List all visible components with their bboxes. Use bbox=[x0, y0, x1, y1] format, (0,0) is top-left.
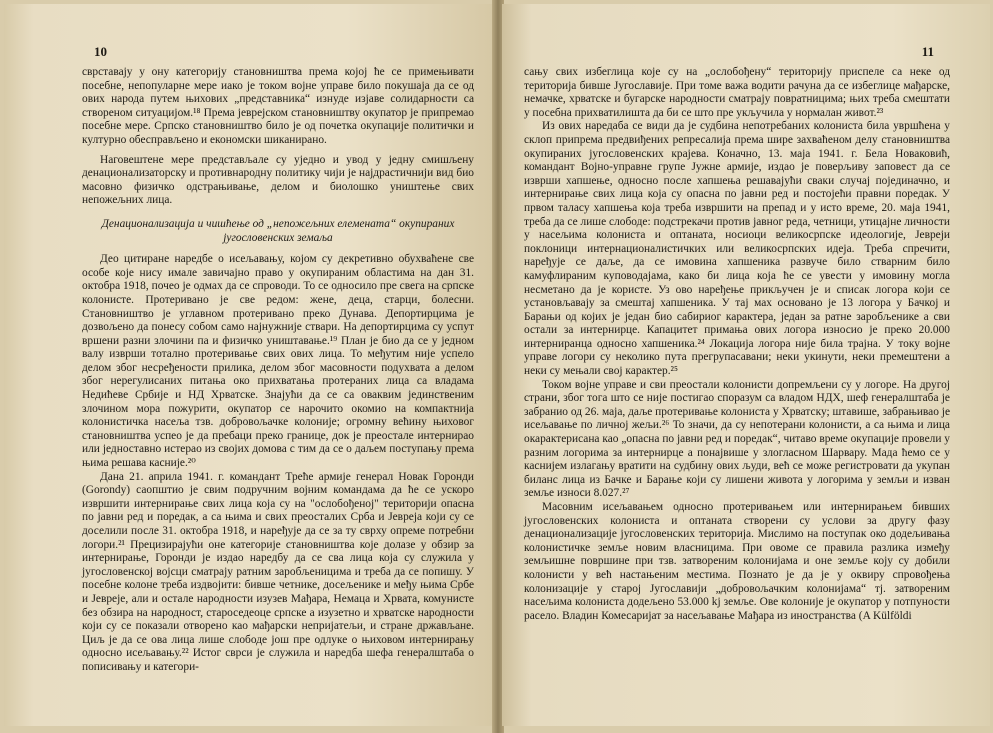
page-number-left: 10 bbox=[94, 44, 107, 59]
paragraph: Деo цитиране наредбе о исељавању, којом су декретивно обухваћене све особе које нису имале завичајно право у окупираним областима на дан 31. октобра 1918, почео је одмах да се спроводи. То се односило пре свега на српске колонисте. Протеривано је све редом: жене, деца, старци, болесни. Становништво је углавном протеривано преко Дунава. Депортирцима је дозвољено да понесу собом само најнужније ствари. На депортирцима су успут вршени разни злочини па и физичко уништавање.¹⁹ План је био да се у једном валу изврши тотално протеривање свих ових лица. То међутим није успело делом због несређености прилика, делом због масовности подухвата а делом због нерегулисаних питања око прихватања протераних лица са владама Недићеве Србије и НД Хрватске. Знајући да се са оваквим јединственим злочином мора пожурити, окупатор се нарочито окомио на компактнија колонистичка насеља тзв. добровољачке колоније; огромну већину њиховог становништва успео је да пребаци преко границе, док је преостале интернирао или једноставно истерао из својих домова с тим да се о даљем поступању према њима решава касније.²⁰ bbox=[82, 253, 474, 470]
paragraph: сању свих избеглица које су на „ослобођену“ територију приспеле са неке од територија бивше Југославије. При томе важа водити рачуна да се избеглице мађарске, немачке, хрватске и бугарске народности сматрају повратницима; њих треба смештати у посебна прихватилишта да би се што пре укључила у нормалан живот.²³ bbox=[524, 66, 950, 119]
paragraph: Дана 21. априла 1941. г. командант Треће армије генерал Новак Горонди (Gorondy) саопштио је свим подручним војним командама да ће се ускоро извршити интернирање свих лица која су на "ослобођеној" територији опасна по јавни ред и поредак, а са њима и свих преосталих Срба и Јевреја који су се доселили после 31. октобра 1918, и наређује да се за ту сврху опреме потребни логори.²¹ Прецизирајући оне категорије становништва које долазе у обзир за интернирање, Горонди је издао наредбу да се сва лица која су служила у југословенској војсци сматрају ратним заробљеницима и треба да се попишу. У посебне колоне треба издвојити: бивше четнике, досељенике и међу њима Србе и Јевреје, али и остале народности изузев Мађара, Немаца и Хрвата, комунисте без обзира на народност, староседеоце српске а изузетно и хрватске народности који су се показали отворено као мађарски непријатељи, и стране држављане. Циљ је да се ова лица лише слободе још пре одлуке о њиховом интернирању односно исељавању.²² Истог сврси је служила и наредба шефа генералштаба о пописивању и категори- bbox=[82, 470, 474, 673]
left-page bbox=[4, 4, 494, 726]
paragraph: Масовним исељавањем односно протеривањем или интернирањем бивших југословенских колониста и оптаната створени су услови за другу фазу денационализације југословенских територија. Мислимо на поступак око додељивања колонистичке земље новим власницима. При овоме се правила разлика између земљишне површине при тзв. затвореним колонијама и оне земље коју су добили колонисти у већ настањеним местима. Познато је да је у оквиру спровођења колонизације у старој Југославији „добровољачким колонијама“ тј. затвореним насељима колониста додељено 53.000 kj земље. Ове колоније је окупатор у потпуности расело. Владин Комесаријат за насељавање Мађара из иностранства (A Külföldi bbox=[524, 501, 950, 622]
left-page-text bbox=[82, 66, 474, 675]
right-page-text bbox=[524, 66, 950, 623]
paragraph: Из ових наредаба се види да је судбина непотребаних колониста била увршћена у склоп припрема предвиђених репресалија према шире захваћеном делу становништва окупираних југословенских крајева. Коначно, 13. маја 1941. г. Бела Новаковић, командант Војно-управне групе Јужне армије, издао је поверљиву заповест да се изврши хапшење, односно после хапшења решавајући сваки случај појединачно, и интернирање свих лица која су опасна по јавни ред и постојећи правни поредак. У првом таласу хапшења која треба извршити на препад и у исто време, 20. маја 1941, треба да се лише слободе: подстрекачи против јавног реда, четници, утицајне личности у насељима колониста и оптаната, носиоци великосрпске идеологије, Јевреји поклоници интернационалистичких или великосрпских идеја. Треба спречити, наређује се даље, да се имовина хапшеника развуче било стварним било камуфлираним куповодајама, како би лица која ће се увести у имовину могла несметано да је користе. Уз ово наређење прикључен је и списак логора који се установљавају за смештај хапшеника. У тај мах основано је 13 логора у Бачкој и Барањи од којих је један био сабириог карактера, један за ратне заробљенике а сви остали за интернирце. Капацитет примања ових логора износио је преко 20.000 интерниранца односно хапшеника.²⁴ Локација логора није била трајна. У току војне управе логори су неколико пута прегрупасавани; неки укинути, неки премештени а неки су мењали свој карактер.²⁵ bbox=[524, 120, 950, 378]
section-heading: Денационализација и чишћење од „непожељних елемената“ окупираних југословенских земаља bbox=[101, 217, 455, 244]
page-number-right: 11 bbox=[921, 44, 934, 59]
paragraph: Током војне управе и сви преостали колонисти допремљени су у логоре. На другој страни, због тога што се није постигао споразум са владом НДХ, шеф генералштаба је забранио од 26. маја, даље протеривање колониста у Хрватску; штавише, забрањивао је исељавање по личној жељи.²⁶ То значи, да су непотерани колонисти, а са њима и лица окарактерисана као „опасна по јавни ред и поредак“, читаво време окупације провели у разним логорима за интернирце а понајвише у злогласном Шарвару. Мада ћемо се у каснијем излагању вратити на судбину ових људи, већ се може регистровати да укупан биланс лица из Бачке и Барање који су лишени живота у логорима у земљи и изван земље износи 8.027.²⁷ bbox=[524, 378, 950, 500]
paragraph: Наговештене мере представљале су уједно и увод у једну смишљену денационализаторску и противнародну политику чији је најдрастичнији вид био масовно физичко одстрањивање, делом и биолошко уништење свих непожељних лица. bbox=[82, 153, 474, 207]
paragraph: сврставају у ону категорију становништва према којој ће се примењивати посебне, непопуларне мере иако је током војне управе било покушаја да се од ових народа путем њихових „представника“ изнуде изјаве солидарности са створеном ситуацијом.¹⁸ Према јеврејском становништву окупатор је припремао посебне мере. Српско становништво било је од почетка окупације политички и културно обеспрaвљено и економски шиканирано. bbox=[82, 66, 474, 146]
right-page bbox=[502, 4, 990, 726]
